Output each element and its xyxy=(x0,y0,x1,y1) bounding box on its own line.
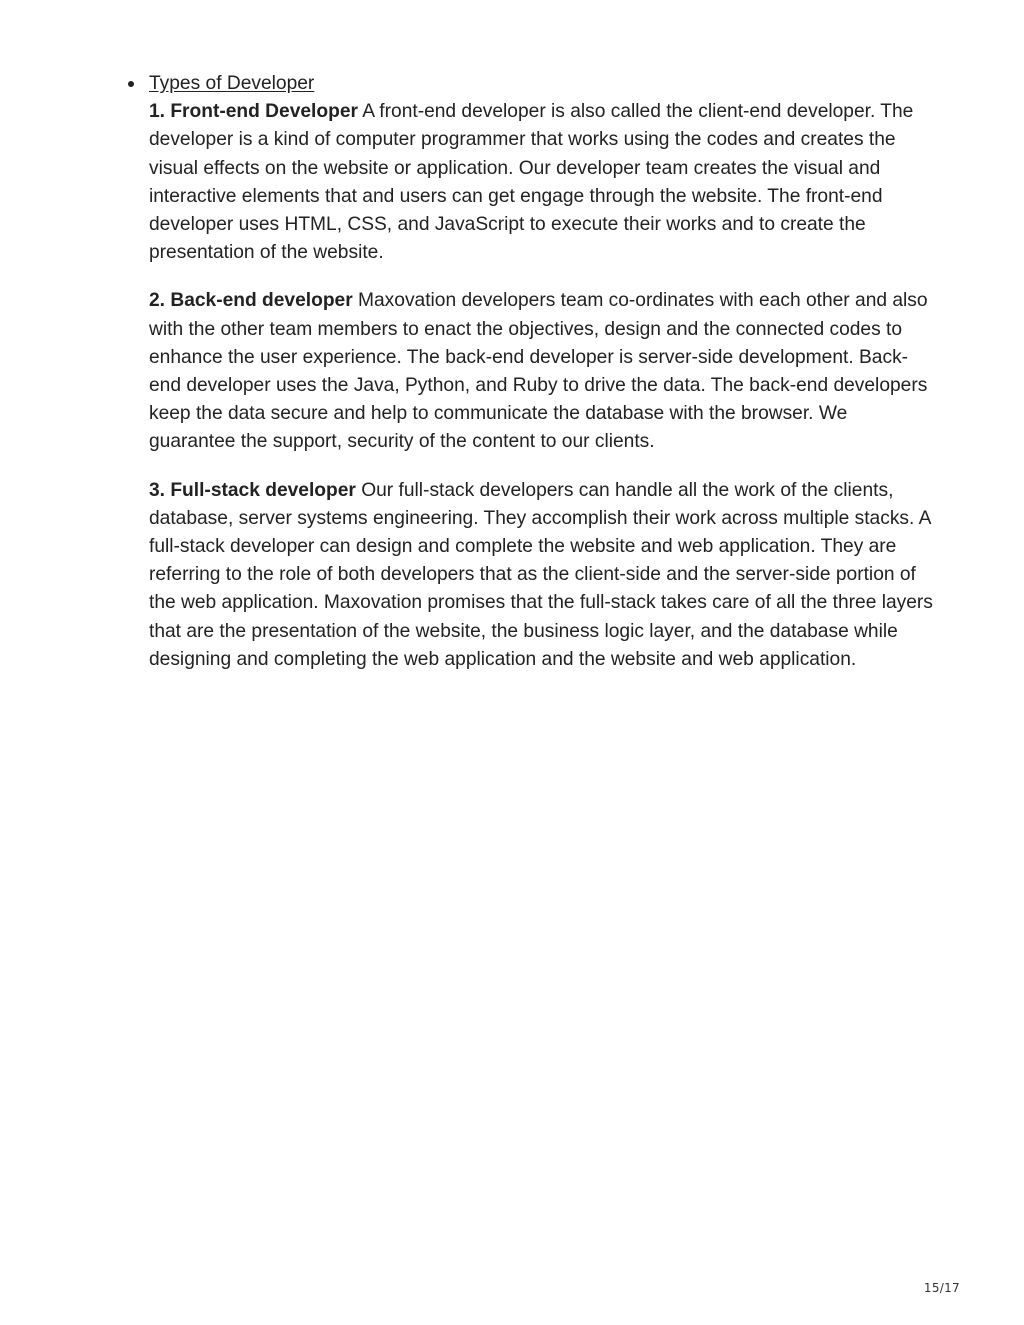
section-text: A front-end developer is also called the client-end developer. The developer is a kind of computer programmer that works using the codes and creates the visual effects on the website or application. Our developer team creates the visual and interactive elements that and users can get engage through the website. The front-end developer uses HTML, CSS, and JavaScript to execute their works and to create the presentation of the website. xyxy=(149,101,914,264)
bullet-icon xyxy=(128,81,134,87)
section-heading: 1. Front-end Developer xyxy=(149,101,358,123)
section-full-stack xyxy=(149,477,939,674)
section-front-end xyxy=(149,98,939,267)
section-text: Maxovation developers team co-ordinates with each other and also with the other team members to enact the objectives, design and the connected codes to enhance the user experience. The back-end developer is server-side development. Back-end developer uses the Java, Python, and Ruby to drive the data. The back-end developers keep the data secure and help to communicate the database with the browser. We guarantee the support, security of the content to our clients. xyxy=(149,290,928,453)
page-number: 15/17 xyxy=(923,1281,960,1295)
types-of-developer-link[interactable]: Types of Developer xyxy=(149,73,315,94)
section-heading: 2. Back-end developer xyxy=(149,290,353,312)
section-text: Our full-stack developers can handle all the work of the clients, database, server systems engineering. They accomplish their work across multiple stacks. A full-stack developer can design and complete the website and web application. They are referring to the role of both developers that as the client-side and the server-side portion of the web application. Maxovation promises that the full-stack takes care of all the three layers that are the presentation of the website, the business logic layer, and the database while designing and completing the web application and the website and web application. xyxy=(149,479,933,670)
article-content xyxy=(149,70,939,694)
list-item xyxy=(149,70,939,98)
section-back-end xyxy=(149,287,939,456)
section-heading: 3. Full-stack developer xyxy=(149,479,356,501)
